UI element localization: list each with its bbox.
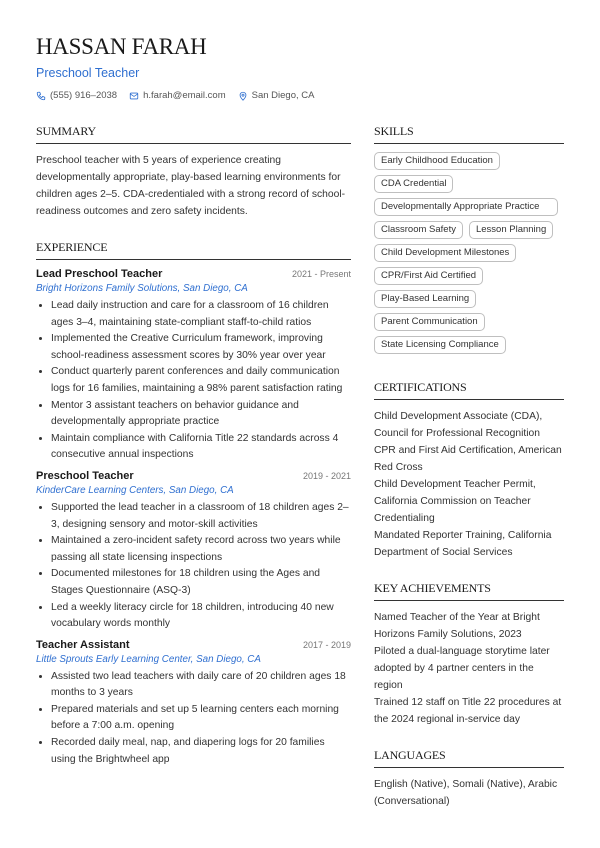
job-bullets	[36, 298, 351, 464]
achievement-item: Named Teacher of the Year at Bright Horizons Family Solutions, 2023	[374, 612, 540, 640]
certification-item: CPR and First Aid Certification, American Red Cross	[374, 445, 562, 473]
candidate-name: HASSAN FARAH	[36, 34, 207, 59]
languages-text: English (Native), Somali (Native), Arabic (Conversational)	[374, 779, 558, 807]
skill-chip: CPR/First Aid Certified	[374, 267, 483, 285]
job-title: Teacher Assistant	[36, 638, 130, 651]
bullet-item: • Maintained a zero-incident safety record across two years while passing all state licensing inspections	[51, 533, 351, 566]
job-bullets	[36, 500, 351, 633]
summary-text: Preschool teacher with 5 years of experience creating developmentally appropriate, play-based learning environments for children ages 2–5. CDA-credentialed with a strong record of school-readiness outcomes and zero safety incidents.	[36, 155, 346, 217]
job-entry	[36, 268, 351, 464]
certifications-section	[374, 380, 564, 561]
skill-chip: Parent Communication	[374, 313, 485, 331]
achievements-section	[374, 581, 564, 728]
job-title: Lead Preschool Teacher	[36, 268, 163, 280]
skill-chip: Developmentally Appropriate Practice	[374, 198, 558, 216]
bullet-item: • Conduct quarterly parent conferences and daily communication logs for 16 families, maintaining a 98% parent satisfaction rating	[51, 364, 351, 397]
job-dates: 2021 - Present	[291, 269, 351, 279]
certification-item: Child Development Associate (CDA), Council for Professional Recognition	[374, 411, 543, 439]
map-pin-icon	[238, 91, 248, 101]
skills-section	[374, 124, 564, 354]
left-column	[36, 124, 351, 774]
location-text: San Diego, CA	[251, 90, 315, 101]
skills-list	[374, 152, 564, 354]
bullet-item: • Maintain compliance with California Title 22 standards across 4 consecutive annual inspections	[51, 431, 351, 464]
mail-icon	[129, 91, 139, 101]
job-organization: Bright Horizons Family Solutions, San Diego, CA	[36, 283, 248, 294]
achievement-item: Trained 12 staff on Title 22 procedures at the 2024 regional in-service day	[374, 697, 562, 725]
right-column	[374, 124, 564, 810]
certification-item: Mandated Reporter Training, California Department of Social Services	[374, 530, 552, 558]
skill-chip: State Licensing Compliance	[374, 336, 506, 354]
contact-location	[238, 90, 315, 101]
job-organization: Little Sprouts Early Learning Center, San Diego, CA	[36, 653, 261, 665]
experience-heading: EXPERIENCE	[36, 240, 351, 260]
email-text: h.farah@email.com	[143, 90, 226, 101]
job-entry	[36, 470, 351, 633]
job-dates: 2019 - 2021	[302, 470, 351, 481]
bullet-item: • Mentor 3 assistant teachers on behavior guidance and developmentally appropriate practice	[51, 398, 351, 431]
skill-chip: Play-Based Learning	[374, 290, 476, 308]
contact-phone	[36, 90, 117, 101]
skill-chip: Lesson Planning	[469, 221, 553, 239]
bullet-item: • Implemented the Creative Curriculum framework, improving school-readiness assessment scores by 30% year over year	[51, 331, 351, 364]
job-bullets	[36, 669, 351, 769]
certifications-heading: CERTIFICATIONS	[374, 380, 564, 400]
bullet-item: • Assisted two lead teachers with daily care of 20 children ages 18 months to 3 years	[51, 669, 351, 702]
languages-heading: LANGUAGES	[374, 748, 564, 768]
certification-item: Child Development Teacher Permit, California Commission on Teacher Credentialing	[374, 479, 536, 524]
bullet-item: • Led a weekly literacy circle for 18 children, introducing 40 new vocabulary words monthly	[51, 600, 351, 633]
job-entry	[36, 639, 351, 769]
skill-chip: Child Development Milestones	[374, 244, 516, 262]
bullet-item: • Lead daily instruction and care for a classroom of 16 children ages 3–4, maintaining state-compliant staff-to-child ratios	[51, 298, 351, 331]
job-title-subtitle: Preschool Teacher	[36, 66, 140, 80]
bullet-item: • Prepared materials and set up 5 learning centers each morning before a 7:00 a.m. opening	[51, 702, 351, 735]
experience-section	[36, 240, 351, 768]
languages-section	[374, 748, 564, 810]
job-dates: 2017 - 2019	[302, 639, 351, 650]
summary-section	[36, 124, 351, 220]
summary-heading: SUMMARY	[36, 124, 351, 144]
contact-email	[129, 90, 226, 101]
bullet-item: • Recorded daily meal, nap, and diapering logs for 20 families using the Brightwheel app	[51, 735, 351, 768]
job-organization: KinderCare Learning Centers, San Diego, CA	[36, 484, 234, 496]
skill-chip: Classroom Safety	[374, 221, 463, 239]
contact-row	[36, 90, 314, 101]
achievements-heading: KEY ACHIEVEMENTS	[374, 581, 564, 601]
skill-chip: CDA Credential	[374, 175, 453, 193]
achievement-item: Piloted a dual-language storytime later adopted by 4 partner centers in the region	[374, 646, 550, 691]
bullet-item: • Documented milestones for 18 children using the Ages and Stages Questionnaire (ASQ-3)	[51, 566, 351, 599]
skills-heading: SKILLS	[374, 124, 564, 144]
job-title: Preschool Teacher	[36, 469, 134, 482]
phone-text: (555) 916–2038	[50, 90, 118, 101]
phone-icon	[36, 91, 46, 101]
bullet-item: • Supported the lead teacher in a classroom of 18 children ages 2–3, designing sensory and motor-skill activities	[51, 500, 351, 533]
skill-chip: Early Childhood Education	[374, 152, 500, 170]
